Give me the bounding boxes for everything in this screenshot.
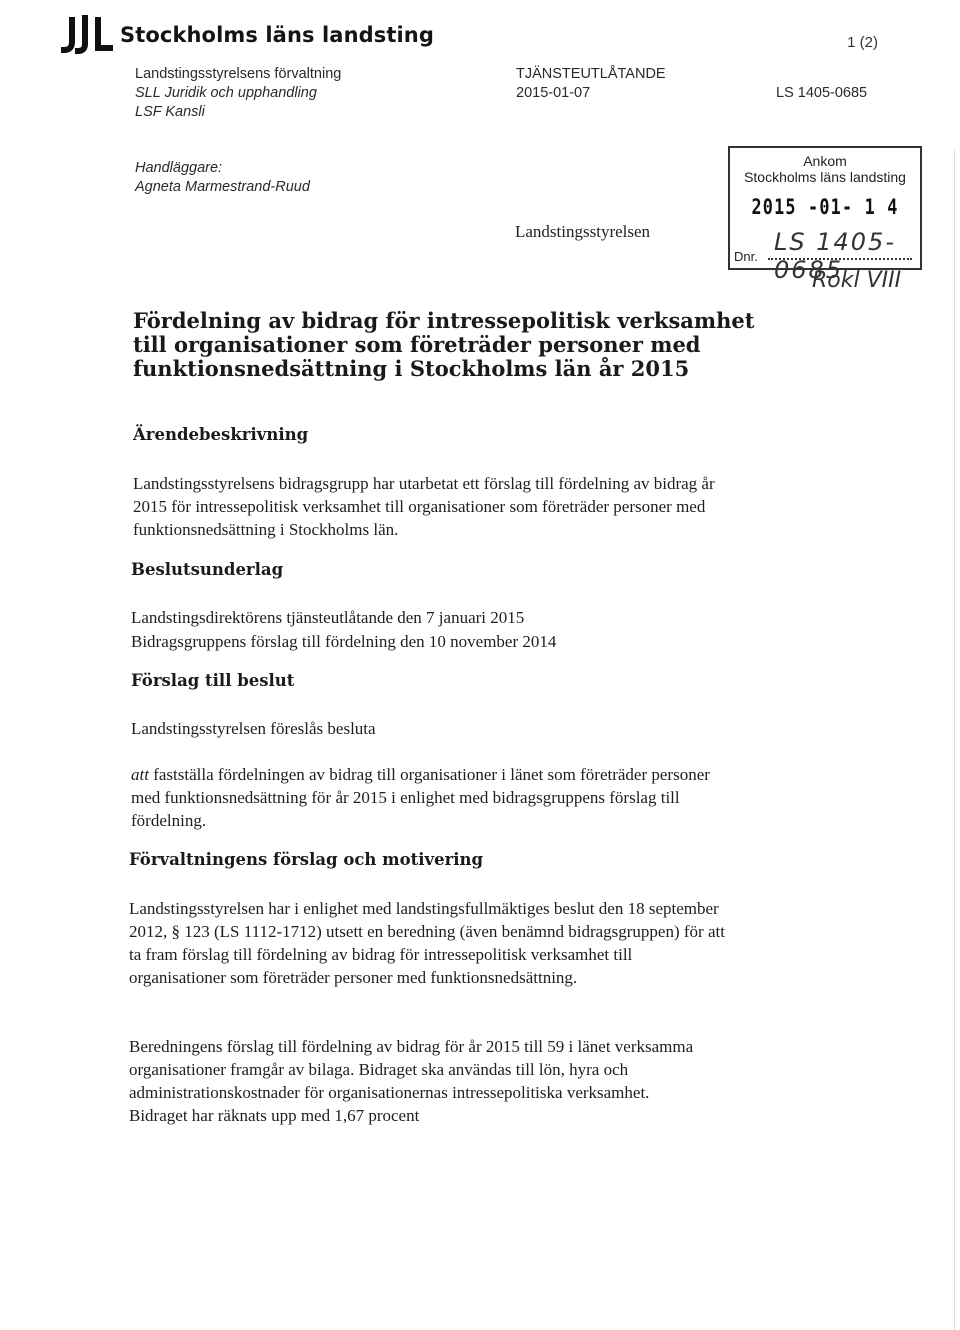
heading-motivering: Förvaltningens förslag och motivering — [129, 850, 484, 869]
stamp-date: 2015 -01- 1 4 — [751, 195, 899, 219]
att-word: att — [131, 765, 149, 784]
handler-block — [135, 159, 310, 197]
margin-note-handwritten: Rokl VIII — [812, 268, 902, 293]
recipient: Landstingsstyrelsen — [515, 222, 651, 241]
sender-unit: SLL Juridik och upphandling — [135, 85, 317, 101]
beslutsunderlag-line-1: Landstingsdirektörens tjänsteutlåtande den 7 januari 2015 — [131, 608, 525, 627]
stamp-dnr-label: Dnr. — [734, 249, 758, 264]
stamp-organisation: Stockholms läns landsting — [744, 169, 906, 185]
handler-name: Agneta Marmestrand-Ruud — [135, 179, 310, 195]
heading-arendebeskrivning: Ärendebeskrivning — [133, 425, 309, 444]
motivering-paragraph-1: Landstingsstyrelsen har i enlighet med landstingsfullmäktiges beslut den 18 september 2012, § 123 (LS 1112-1712) utsett en beredning (även benämnd bidragsgruppen) för att ta fram förslag till fördelning av bidrag för intressepolitisk verksamhet till organisationer som företräder personer med funktionsnedsättning. — [129, 899, 725, 987]
forslag-intro: Landstingsstyrelsen föreslås besluta — [131, 719, 376, 738]
sender-department: Landstingsstyrelsens förvaltning — [135, 66, 342, 82]
heading-forslag-till-beslut: Förslag till beslut — [131, 671, 295, 690]
sender-subunit: LSF Kansli — [135, 104, 205, 120]
scan-edge-line — [954, 150, 955, 1330]
stamp-received-label: Ankom — [803, 153, 847, 169]
motivering-paragraph-2: Beredningens förslag till fördelning av bidrag för år 2015 till 59 i länet verksamma organisationer framgår av bilaga. Bidraget ska användas till lön, hyra och administrationskostnader för organisationernas intressepolitiska verksamhet. Bidraget har räknats upp med 1,67 procent — [129, 1037, 694, 1125]
page-number: 1 (2) — [847, 34, 878, 51]
beslutsunderlag-line-2: Bidragsgruppens förslag till fördelning den 10 november 2014 — [131, 632, 557, 651]
organisation-name: Stockholms läns landsting — [120, 23, 434, 47]
forslag-att-clause — [131, 763, 721, 832]
document-type: TJÄNSTEUTLÅTANDE — [516, 66, 666, 82]
document-title: Fördelning av bidrag för intressepolitisk verksamhet till organisationer som företräder personer med funktionsnedsättning i Stockholms län år 2015 — [133, 308, 755, 381]
reference-number: LS 1405-0685 — [776, 85, 868, 101]
stamp-dnr-handwritten: LS 1405-0685 — [774, 228, 896, 284]
forslag-text: fastställa fördelningen av bidrag till organisationer i länet som företräder personer med funktionsnedsättning för år 2015 i enlighet med bidragsgruppens förslag till fördelning. — [131, 765, 710, 830]
handler-label: Handläggare: — [135, 160, 223, 176]
header-logo-row — [58, 14, 434, 56]
heading-beslutsunderlag: Beslutsunderlag — [131, 560, 284, 579]
arende-text: Landstingsstyrelsens bidragsgrupp har utarbetat ett förslag till fördelning av bidrag år 2015 för intressepolitisk verksamhet till organisationer som företräder personer med funktionsnedsättning i Stockholms län. — [133, 474, 715, 539]
sll-logo-icon — [58, 14, 116, 56]
sender-block — [135, 65, 341, 122]
document-meta — [516, 65, 666, 103]
document-date: 2015-01-07 — [516, 85, 591, 101]
